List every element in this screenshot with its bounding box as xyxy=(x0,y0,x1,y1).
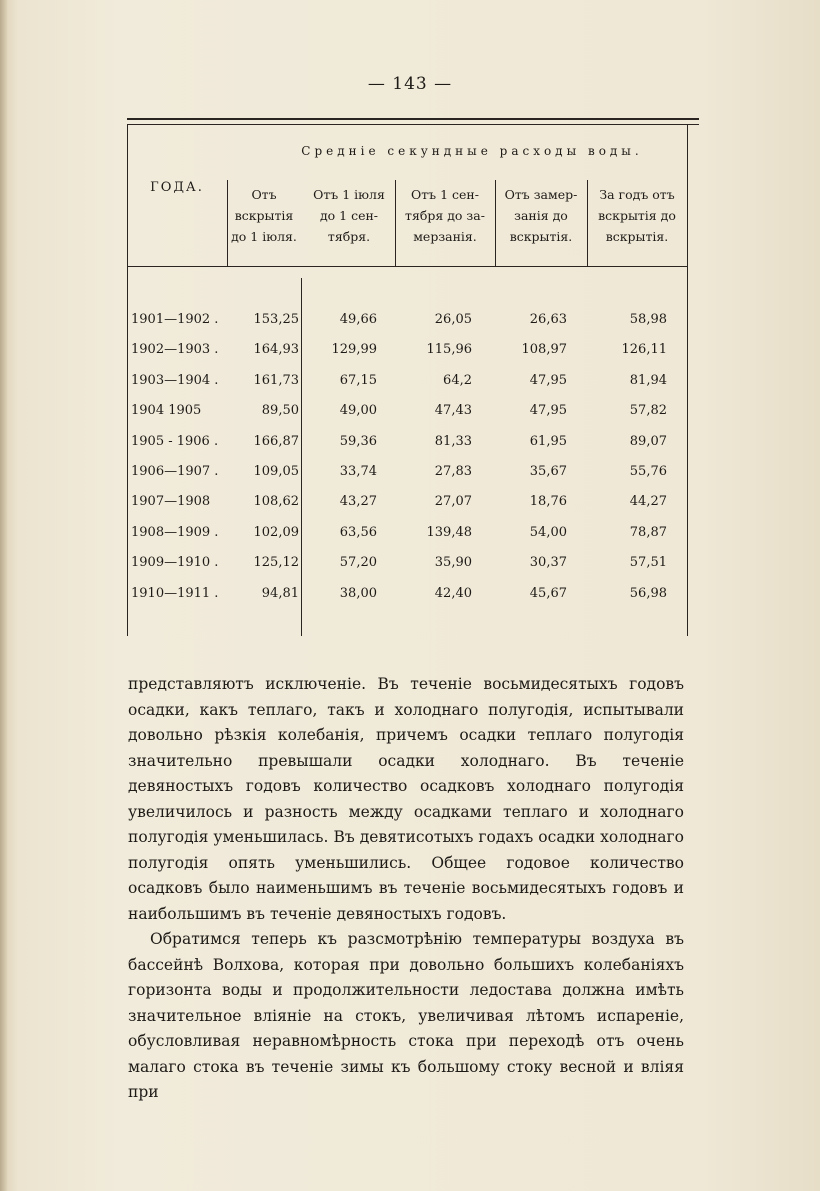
table-row xyxy=(127,312,687,342)
row-value-col-1: 161,73 xyxy=(253,372,299,388)
row-value-col-3: 115,96 xyxy=(426,342,472,358)
row-value-col-5: 58,98 xyxy=(629,312,667,327)
row-value-col-3: 139,48 xyxy=(426,524,472,540)
row-value-col-2: 67,15 xyxy=(339,372,377,388)
row-value-col-3: 26,05 xyxy=(434,312,472,327)
row-value-col-2: 59,36 xyxy=(339,433,377,449)
table-row xyxy=(127,586,687,616)
row-year: 1905 - 1906 . xyxy=(131,433,219,449)
row-value-col-4: 47,95 xyxy=(529,372,567,388)
row-value-col-1: 102,09 xyxy=(253,524,299,540)
row-value-col-1: 125,12 xyxy=(253,555,299,571)
row-value-col-5: 78,87 xyxy=(629,524,667,540)
table-row xyxy=(127,373,687,403)
table-row xyxy=(127,555,687,585)
row-value-col-3: 64,2 xyxy=(443,372,472,388)
row-value-col-3: 47,43 xyxy=(434,403,472,419)
row-year: 1901—1902 . xyxy=(131,312,219,327)
row-value-col-2: 43,27 xyxy=(339,494,377,510)
page-number: — 143 — xyxy=(367,74,453,94)
table-row xyxy=(127,434,687,464)
table-top-rule-thin xyxy=(127,124,699,125)
row-value-col-4: 45,67 xyxy=(529,585,567,601)
row-value-col-2: 38,00 xyxy=(339,585,377,601)
row-value-col-2: 63,56 xyxy=(339,524,377,540)
paragraph-2: Обратимся теперь къ разсмотрѣнію температуры воздуха въ бассейнѣ Волхова, которая при довольно большихъ колебаніяхъ горизонта воды и продолжительности ледостава должна имѣть значительное вліяніе на стокъ, увеличивая лѣтомъ испареніе, обусловливая неравномѣрность стока при переходѣ отъ очень малаго стока въ теченіе зимы къ большому стоку весной и вліяя при xyxy=(128,930,684,1101)
row-year: 1909—1910 . xyxy=(131,555,219,571)
row-value-col-5: 81,94 xyxy=(629,372,667,388)
row-value-col-2: 129,99 xyxy=(331,342,377,358)
row-value-col-4: 30,37 xyxy=(529,555,567,571)
table-row xyxy=(127,494,687,524)
row-value-col-2: 49,00 xyxy=(339,403,377,419)
row-value-col-4: 18,76 xyxy=(529,494,567,510)
row-value-col-4: 26,63 xyxy=(529,312,567,327)
table-right-border xyxy=(687,124,688,636)
row-year: 1904 1905 xyxy=(131,403,202,419)
row-value-col-1: 109,05 xyxy=(253,464,299,479)
row-value-col-4: 54,00 xyxy=(529,524,567,540)
row-value-col-5: 56,98 xyxy=(629,585,667,601)
row-value-col-5: 57,51 xyxy=(629,555,667,571)
row-value-col-3: 42,40 xyxy=(434,585,472,601)
row-value-col-5: 126,11 xyxy=(621,342,667,358)
row-value-col-1: 89,50 xyxy=(261,403,299,419)
row-value-col-1: 108,62 xyxy=(253,494,299,510)
row-year: 1910—1911 . xyxy=(131,585,219,601)
table-row xyxy=(127,403,687,433)
col-header-2: Отъ 1 іюля до 1 сен- тября. xyxy=(313,187,385,244)
row-value-col-1: 164,93 xyxy=(253,342,299,358)
row-value-col-5: 89,07 xyxy=(629,433,667,449)
row-year: 1903—1904 . xyxy=(131,372,219,388)
row-value-col-3: 35,90 xyxy=(434,555,472,571)
row-value-col-1: 166,87 xyxy=(253,433,299,449)
row-value-col-4: 61,95 xyxy=(529,433,567,449)
table-row xyxy=(127,464,687,494)
col-header-4: Отъ замер- занія до вскрытія. xyxy=(504,187,578,244)
row-value-col-5: 55,76 xyxy=(629,464,667,479)
row-year: 1907—1908 xyxy=(131,494,211,510)
row-year: 1906—1907 . xyxy=(131,464,219,479)
row-year: 1902—1903 . xyxy=(131,342,219,358)
body-text xyxy=(128,672,684,1106)
table-row xyxy=(127,342,687,372)
col-header-5: За годъ отъ вскрытія до вскрытія. xyxy=(598,187,676,244)
row-value-col-2: 57,20 xyxy=(339,555,377,571)
row-year: 1908—1909 . xyxy=(131,524,219,540)
paragraph-1: представляютъ исключеніе. Въ теченіе восьмидесятыхъ годовъ осадки, какъ теплаго, такъ и холоднаго полугодія, испытывали довольно рѣзкія колебанія, причемъ осадки теплаго полугодія значительно превышали осадки холоднаго. Въ теченіе девяностыхъ годовъ количество осадковъ холоднаго полугодія увеличилось и разность между осадками теплаго и холоднаго полугодія уменьшилась. Въ девятисотыхъ годахъ осадки холоднаго полугодія опять уменьшились. Общее годовое количество осадковъ было наименьшимъ въ теченіе восьмидесятыхъ годовъ и наибольшимъ въ теченіе девяностыхъ годовъ. xyxy=(128,675,684,923)
table-top-rule xyxy=(127,118,699,120)
row-value-col-5: 57,82 xyxy=(629,403,667,419)
row-value-col-4: 47,95 xyxy=(529,403,567,419)
group-header: Средніе секундные расходы воды. xyxy=(301,144,643,158)
row-value-col-1: 94,81 xyxy=(261,585,299,601)
row-value-col-2: 33,74 xyxy=(339,464,377,479)
row-value-col-3: 27,83 xyxy=(434,464,472,479)
col-header-1: Отъ вскрытія до 1 іюля. xyxy=(231,187,297,244)
row-value-col-2: 49,66 xyxy=(339,312,377,327)
header-bottom-rule xyxy=(127,266,687,267)
row-value-col-3: 27,07 xyxy=(434,494,472,510)
table-row xyxy=(127,525,687,555)
col-header-3: Отъ 1 сен- тября до за- мерзанія. xyxy=(405,187,485,244)
row-value-col-5: 44,27 xyxy=(629,494,667,510)
year-column-header: ГОДА. xyxy=(150,180,204,195)
row-value-col-1: 153,25 xyxy=(253,312,299,327)
row-value-col-4: 108,97 xyxy=(521,342,567,358)
page-edge-shadow xyxy=(0,0,8,1191)
row-value-col-4: 35,67 xyxy=(529,464,567,479)
row-value-col-3: 81,33 xyxy=(434,433,472,449)
